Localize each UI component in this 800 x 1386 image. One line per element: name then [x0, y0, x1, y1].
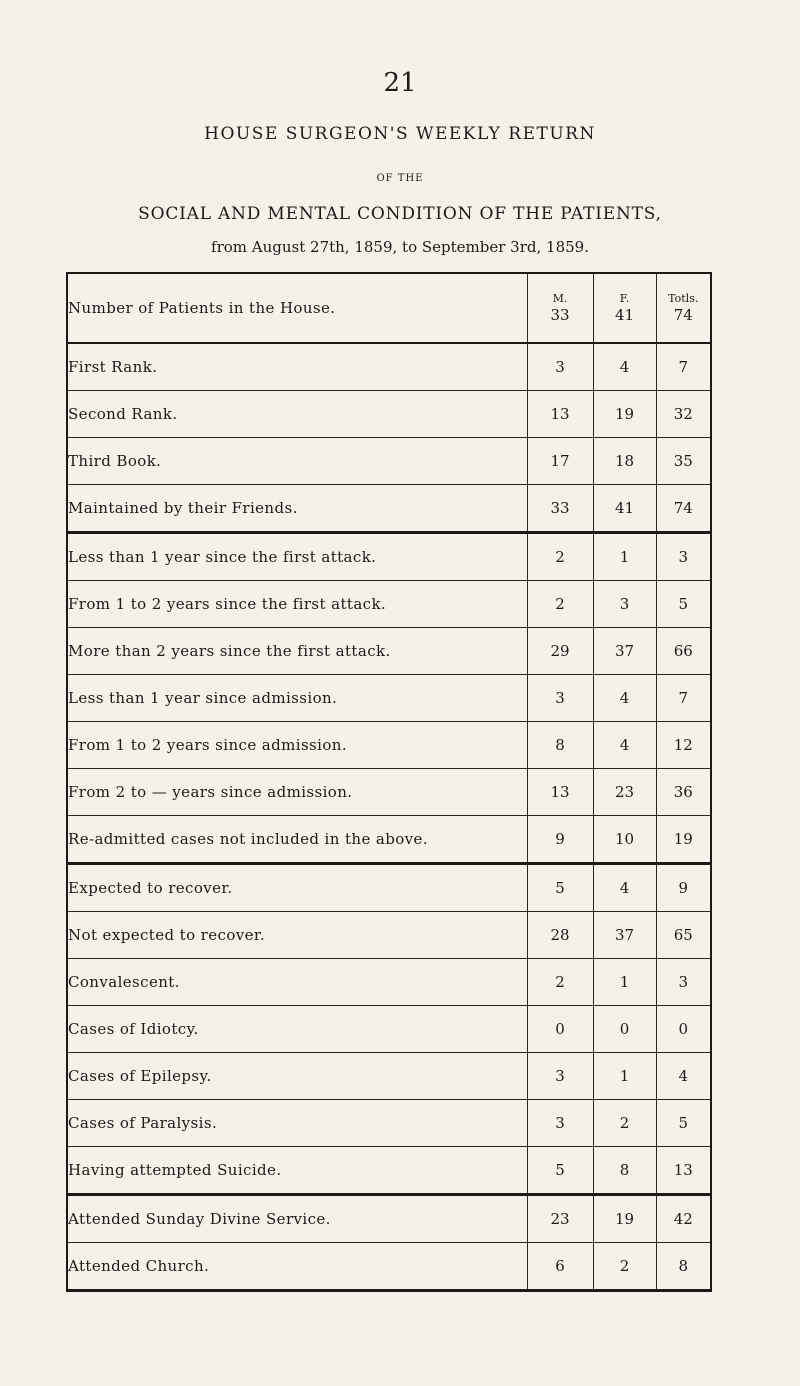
row-female-value: 41 [593, 485, 656, 533]
table-row [67, 959, 711, 1006]
row-total-value: 7 [656, 675, 711, 722]
table-row [67, 912, 711, 959]
table-row [67, 722, 711, 769]
table-row [67, 581, 711, 628]
row-total-value: 42 [656, 1195, 711, 1243]
row-male-value: 3 [527, 675, 593, 722]
row-male-value: 6 [527, 1243, 593, 1291]
table-row [67, 816, 711, 864]
row-female-value: 10 [593, 816, 656, 864]
row-male-value: 5 [527, 864, 593, 912]
header-label: Number of Patients in the House. [67, 273, 527, 343]
row-male-value: 2 [527, 959, 593, 1006]
row-male-value: 5 [527, 1147, 593, 1195]
row-total-value: 0 [656, 1006, 711, 1053]
row-female-value: 4 [593, 343, 656, 391]
row-label: More than 2 years since the first attack. [67, 628, 527, 675]
row-male-value: 3 [527, 1100, 593, 1147]
table-row [67, 391, 711, 438]
row-male-value: 28 [527, 912, 593, 959]
row-female-value: 0 [593, 1006, 656, 1053]
row-male-value: 17 [527, 438, 593, 485]
row-male-value: 3 [527, 1053, 593, 1100]
row-label: First Rank. [67, 343, 527, 391]
row-label: Second Rank. [67, 391, 527, 438]
header-male-cell [527, 273, 593, 343]
table-row [67, 628, 711, 675]
row-total-value: 3 [656, 959, 711, 1006]
row-total-value: 74 [656, 485, 711, 533]
row-label: Less than 1 year since the first attack. [67, 533, 527, 581]
row-label: From 2 to — years since admission. [67, 769, 527, 816]
title-connector: OF THE [376, 173, 424, 184]
row-female-value: 19 [593, 1195, 656, 1243]
row-male-value: 29 [527, 628, 593, 675]
row-total-value: 36 [656, 769, 711, 816]
table-row [67, 1195, 711, 1243]
row-male-value: 23 [527, 1195, 593, 1243]
row-total-value: 7 [656, 343, 711, 391]
row-male-value: 13 [527, 769, 593, 816]
row-label: Third Book. [67, 438, 527, 485]
table-row [67, 343, 711, 391]
row-label: Attended Sunday Divine Service. [67, 1195, 527, 1243]
male-total-value: 33 [550, 305, 570, 324]
row-total-value: 66 [656, 628, 711, 675]
header-female-cell [593, 273, 656, 343]
row-label: From 1 to 2 years since admission. [67, 722, 527, 769]
page-number: 21 [383, 68, 417, 98]
grand-total-value: 74 [673, 305, 693, 324]
table-row [67, 533, 711, 581]
row-female-value: 1 [593, 533, 656, 581]
row-female-value: 19 [593, 391, 656, 438]
row-male-value: 2 [527, 533, 593, 581]
row-label: Convalescent. [67, 959, 527, 1006]
document-subtitle: SOCIAL AND MENTAL CONDITION OF THE PATIENTS, [138, 204, 662, 224]
row-label: Not expected to recover. [67, 912, 527, 959]
totals-column-label: Totls. [668, 291, 699, 305]
row-total-value: 3 [656, 533, 711, 581]
row-total-value: 19 [656, 816, 711, 864]
row-label: From 1 to 2 years since the first attack. [67, 581, 527, 628]
table-row [67, 485, 711, 533]
row-male-value: 0 [527, 1006, 593, 1053]
row-total-value: 35 [656, 438, 711, 485]
row-female-value: 4 [593, 722, 656, 769]
row-label: Re-admitted cases not included in the above. [67, 816, 527, 864]
row-label: Attended Church. [67, 1243, 527, 1291]
row-female-value: 2 [593, 1243, 656, 1291]
row-label: Cases of Idiotcy. [67, 1006, 527, 1053]
row-male-value: 8 [527, 722, 593, 769]
row-female-value: 37 [593, 912, 656, 959]
male-column-label: M. [552, 291, 568, 305]
row-label: Expected to recover. [67, 864, 527, 912]
row-male-value: 9 [527, 816, 593, 864]
row-female-value: 18 [593, 438, 656, 485]
row-total-value: 8 [656, 1243, 711, 1291]
row-total-value: 32 [656, 391, 711, 438]
row-female-value: 23 [593, 769, 656, 816]
row-female-value: 8 [593, 1147, 656, 1195]
row-total-value: 12 [656, 722, 711, 769]
row-total-value: 65 [656, 912, 711, 959]
row-label: Cases of Paralysis. [67, 1100, 527, 1147]
row-female-value: 4 [593, 675, 656, 722]
row-total-value: 9 [656, 864, 711, 912]
row-female-value: 1 [593, 1053, 656, 1100]
header-totals-cell [656, 273, 711, 343]
row-male-value: 13 [527, 391, 593, 438]
table-row [67, 1243, 711, 1291]
female-total-value: 41 [614, 305, 635, 324]
row-female-value: 3 [593, 581, 656, 628]
row-label: Cases of Epilepsy. [67, 1053, 527, 1100]
table-row [67, 769, 711, 816]
row-label: Having attempted Suicide. [67, 1147, 527, 1195]
row-female-value: 37 [593, 628, 656, 675]
row-male-value: 33 [527, 485, 593, 533]
row-total-value: 4 [656, 1053, 711, 1100]
table-row [67, 675, 711, 722]
table-row [67, 864, 711, 912]
table-row [67, 1006, 711, 1053]
row-male-value: 3 [527, 343, 593, 391]
row-total-value: 5 [656, 581, 711, 628]
female-column-label: F. [619, 291, 630, 305]
table-row [67, 1100, 711, 1147]
row-male-value: 2 [527, 581, 593, 628]
table-row [67, 1053, 711, 1100]
document-title: HOUSE SURGEON'S WEEKLY RETURN [204, 124, 596, 144]
table-header-row [67, 273, 711, 343]
row-label: Less than 1 year since admission. [67, 675, 527, 722]
row-female-value: 2 [593, 1100, 656, 1147]
weekly-return-table [66, 272, 712, 1292]
table-row [67, 1147, 711, 1195]
row-total-value: 5 [656, 1100, 711, 1147]
date-range: from August 27th, 1859, to September 3rd, 1859. [211, 238, 589, 256]
table-row [67, 438, 711, 485]
row-label: Maintained by their Friends. [67, 485, 527, 533]
row-female-value: 4 [593, 864, 656, 912]
row-total-value: 13 [656, 1147, 711, 1195]
row-female-value: 1 [593, 959, 656, 1006]
